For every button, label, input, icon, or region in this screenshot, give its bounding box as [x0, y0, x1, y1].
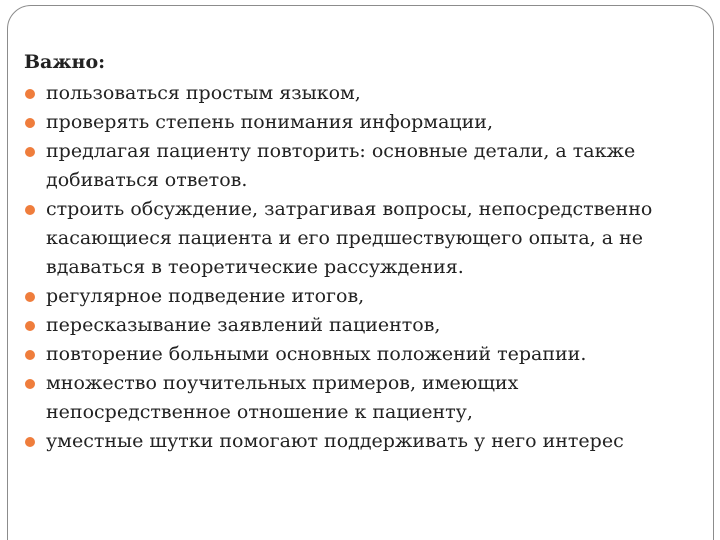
slide-content	[24, 49, 704, 456]
list-item-text: проверять степень понимания информации,	[46, 111, 493, 133]
list-item-text: пересказывание заявлений пациентов,	[46, 314, 441, 336]
list-item	[24, 108, 704, 137]
list-item	[24, 195, 704, 282]
bullet-icon	[25, 118, 35, 128]
list-item	[24, 311, 704, 340]
list-item-text: повторение больными основных положений терапии.	[46, 343, 587, 365]
bullet-icon	[25, 350, 35, 360]
list-item-text: уместные шутки помогают поддерживать у него интерес	[46, 430, 624, 452]
bullet-list	[24, 79, 704, 456]
bullet-icon	[25, 205, 35, 215]
list-item-text: регулярное подведение итогов,	[46, 285, 365, 307]
list-item	[24, 282, 704, 311]
list-item-text: пользоваться простым языком,	[46, 82, 361, 104]
list-item-text: множество поучительных примеров, имеющих непосредственное отношение к пациенту,	[46, 372, 519, 423]
list-item-text: строить обсуждение, затрагивая вопросы, непосредственно касающиеся пациента и его предшествующего опыта, а не вдаваться в теоретические рассуждения.	[46, 198, 653, 278]
bullet-icon	[25, 292, 35, 302]
list-item	[24, 79, 704, 108]
list-item	[24, 369, 704, 427]
bullet-icon	[25, 89, 35, 99]
list-item	[24, 137, 704, 195]
bullet-icon	[25, 321, 35, 331]
bullet-icon	[25, 379, 35, 389]
bullet-icon	[25, 437, 35, 447]
list-item-text: предлагая пациенту повторить: основные детали, а также добиваться ответов.	[46, 140, 636, 191]
list-item	[24, 427, 704, 456]
bullet-icon	[25, 147, 35, 157]
list-item	[24, 340, 704, 369]
slide-heading: Важно:	[24, 51, 106, 73]
